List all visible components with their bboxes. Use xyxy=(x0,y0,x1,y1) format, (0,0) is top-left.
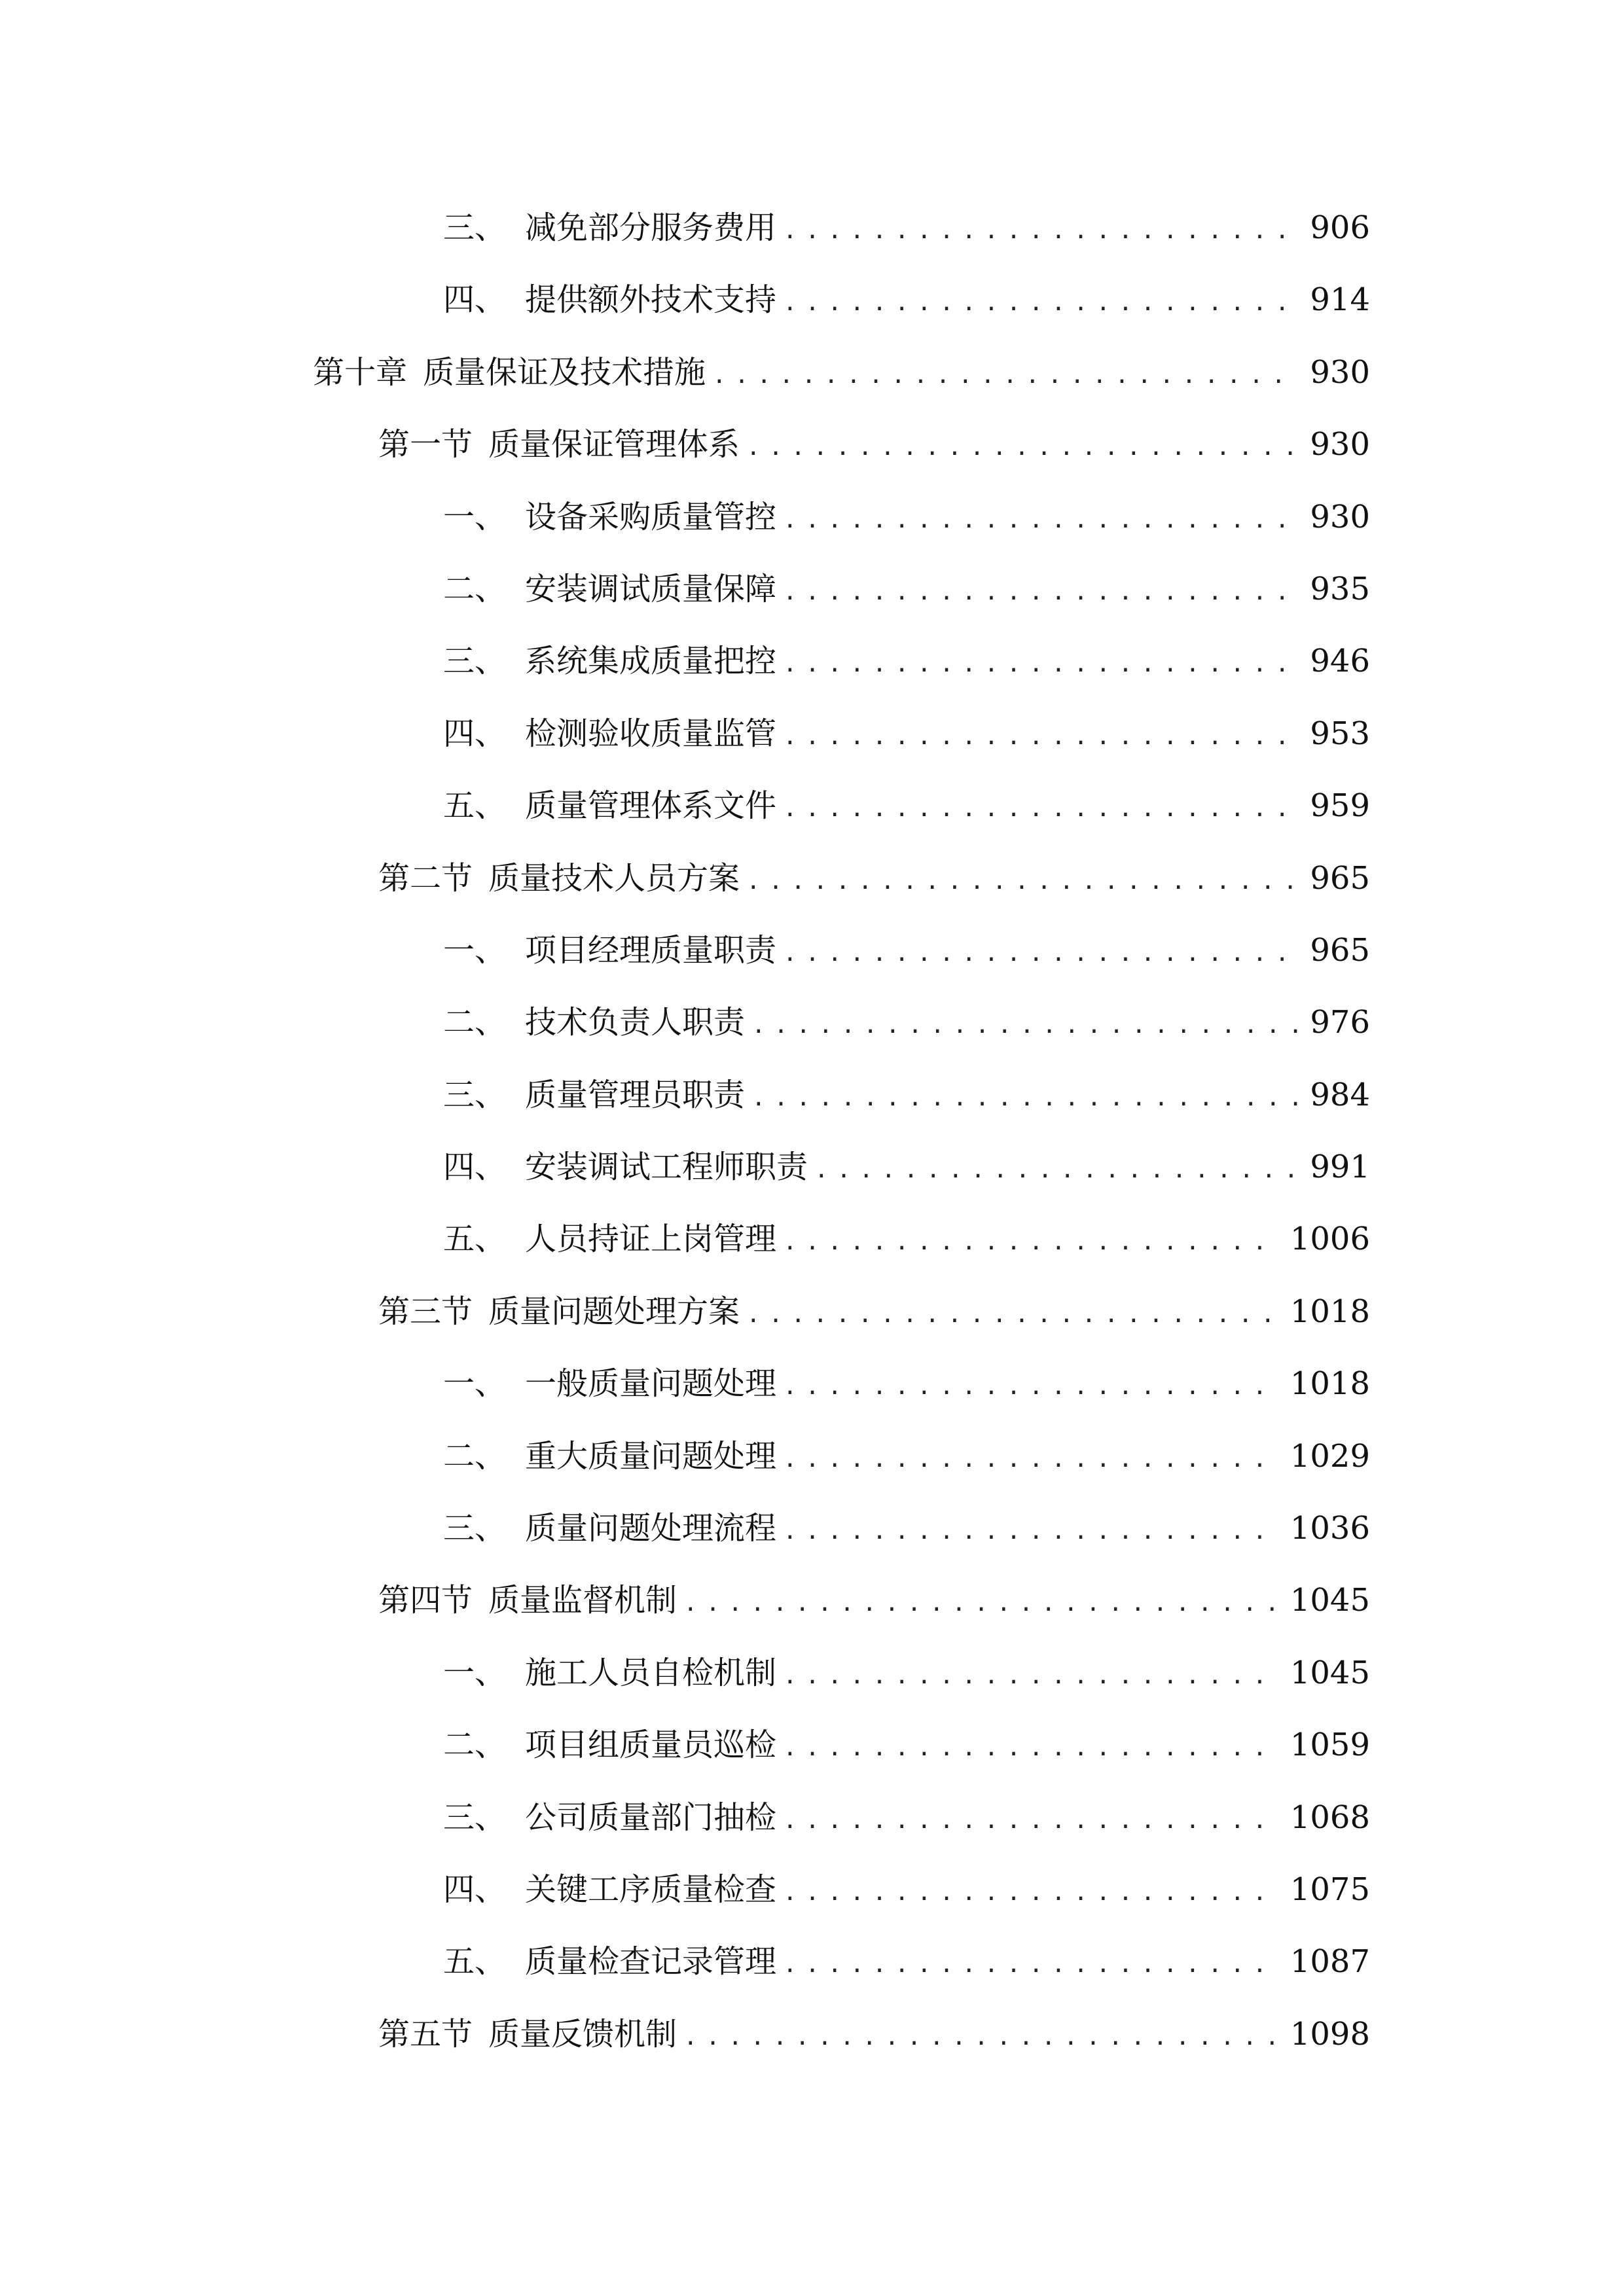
entry-title: 系统集成质量把控 xyxy=(525,643,777,680)
entry-page-number: 930 xyxy=(1310,498,1370,535)
toc-entry[interactable] xyxy=(0,1208,1624,1280)
entry-title: 提供额外技术支持 xyxy=(525,281,777,319)
entry-page-number: 984 xyxy=(1310,1076,1370,1113)
toc-entry[interactable] xyxy=(0,196,1624,268)
entry-number: 五、 xyxy=(443,1221,507,1258)
entry-page-number: 1045 xyxy=(1290,1582,1370,1619)
entry-number: 二、 xyxy=(443,1727,507,1764)
dot-leader xyxy=(751,994,1299,1057)
section-title: 质量问题处理方案 xyxy=(488,1293,740,1330)
dot-leader xyxy=(783,1861,1280,1924)
section-number: 第一节 xyxy=(378,426,473,463)
entry-number: 四、 xyxy=(443,1871,507,1908)
entry-page-number: 930 xyxy=(1310,353,1370,391)
section-title: 质量保证管理体系 xyxy=(488,426,740,463)
toc-section-entry[interactable] xyxy=(0,1569,1624,1641)
entry-page-number: 959 xyxy=(1310,787,1370,825)
dot-leader xyxy=(783,1789,1280,1852)
entry-number: 五、 xyxy=(443,787,507,825)
section-number: 第三节 xyxy=(378,1293,473,1330)
toc-section-entry[interactable] xyxy=(0,1280,1624,1352)
toc-entry[interactable] xyxy=(0,702,1624,774)
toc-entry[interactable] xyxy=(0,774,1624,846)
toc-entry[interactable] xyxy=(0,1930,1624,2002)
entry-page-number: 906 xyxy=(1310,209,1370,246)
section-title: 质量反馈机制 xyxy=(488,2015,677,2053)
entry-number: 四、 xyxy=(443,715,507,752)
dot-leader xyxy=(783,200,1299,262)
toc-entry[interactable] xyxy=(0,1425,1624,1497)
entry-page-number: 1018 xyxy=(1290,1365,1370,1403)
section-number: 第二节 xyxy=(378,859,473,897)
entry-page-number: 1075 xyxy=(1290,1871,1370,1908)
section-number: 第五节 xyxy=(378,2015,473,2053)
entry-title: 关键工序质量检查 xyxy=(525,1871,777,1908)
toc-section-entry[interactable] xyxy=(0,847,1624,919)
entry-page-number: 965 xyxy=(1310,859,1370,897)
entry-number: 二、 xyxy=(443,1437,507,1475)
entry-page-number: 965 xyxy=(1310,931,1370,969)
toc-chapter-entry[interactable] xyxy=(0,341,1624,413)
entry-title: 技术负责人职责 xyxy=(525,1004,746,1041)
toc-entry[interactable] xyxy=(0,558,1624,630)
entry-title: 减免部分服务费用 xyxy=(525,209,777,246)
entry-title: 项目经理质量职责 xyxy=(525,931,777,969)
toc-entry[interactable] xyxy=(0,486,1624,558)
dot-leader xyxy=(783,922,1299,985)
section-title: 质量技术人员方案 xyxy=(488,859,740,897)
entry-number: 五、 xyxy=(443,1943,507,1981)
entry-title: 施工人员自检机制 xyxy=(525,1654,777,1691)
toc-section-entry[interactable] xyxy=(0,413,1624,485)
toc-entry[interactable] xyxy=(0,919,1624,991)
toc-entry[interactable] xyxy=(0,1786,1624,1858)
entry-number: 三、 xyxy=(443,643,507,680)
entry-number: 一、 xyxy=(443,1365,507,1403)
entry-number: 四、 xyxy=(443,281,507,319)
entry-page-number: 1018 xyxy=(1290,1293,1370,1330)
entry-page-number: 930 xyxy=(1310,426,1370,463)
dot-leader xyxy=(751,1067,1299,1130)
entry-page-number: 935 xyxy=(1310,570,1370,607)
dot-leader xyxy=(746,416,1299,479)
entry-page-number: 976 xyxy=(1310,1004,1370,1041)
entry-number: 一、 xyxy=(443,498,507,535)
entry-number: 一、 xyxy=(443,1654,507,1691)
entry-number: 一、 xyxy=(443,931,507,969)
entry-title: 一般质量问题处理 xyxy=(525,1365,777,1403)
entry-title: 质量管理员职责 xyxy=(525,1076,746,1113)
entry-title: 安装调试工程师职责 xyxy=(525,1149,808,1186)
entry-number: 三、 xyxy=(443,1076,507,1113)
entry-page-number: 1087 xyxy=(1290,1943,1370,1981)
dot-leader xyxy=(783,489,1299,552)
section-title: 质量监督机制 xyxy=(488,1582,677,1619)
entry-title: 质量管理体系文件 xyxy=(525,787,777,825)
dot-leader xyxy=(783,1355,1280,1418)
entry-number: 四、 xyxy=(443,1149,507,1186)
dot-leader xyxy=(783,1645,1280,1708)
dot-leader xyxy=(814,1139,1299,1202)
entry-number: 二、 xyxy=(443,1004,507,1041)
toc-section-entry[interactable] xyxy=(0,2003,1624,2075)
entry-title: 检测验收质量监管 xyxy=(525,715,777,752)
dot-leader xyxy=(746,1283,1280,1346)
entry-page-number: 946 xyxy=(1310,643,1370,680)
entry-page-number: 953 xyxy=(1310,715,1370,752)
toc-entry[interactable] xyxy=(0,1064,1624,1136)
toc-entry[interactable] xyxy=(0,1352,1624,1424)
chapter-title: 质量保证及技术措施 xyxy=(423,353,706,391)
dot-leader xyxy=(712,344,1299,407)
toc-entry[interactable] xyxy=(0,630,1624,702)
entry-page-number: 1036 xyxy=(1290,1510,1370,1547)
toc-entry[interactable] xyxy=(0,1858,1624,1930)
entry-page-number: 991 xyxy=(1310,1149,1370,1186)
entry-page-number: 1098 xyxy=(1290,2015,1370,2053)
entry-title: 设备采购质量管控 xyxy=(525,498,777,535)
dot-leader xyxy=(783,1428,1280,1491)
toc-entry[interactable] xyxy=(0,1641,1624,1713)
toc-entry[interactable] xyxy=(0,991,1624,1063)
toc-entry[interactable] xyxy=(0,268,1624,340)
entry-title: 项目组质量员巡检 xyxy=(525,1727,777,1764)
dot-leader xyxy=(683,1572,1280,1635)
entry-page-number: 1068 xyxy=(1290,1799,1370,1836)
chapter-number: 第十章 xyxy=(313,353,408,391)
dot-leader xyxy=(783,272,1299,334)
dot-leader xyxy=(783,1717,1280,1780)
entry-page-number: 1029 xyxy=(1290,1437,1370,1475)
dot-leader xyxy=(783,1500,1280,1563)
dot-leader xyxy=(783,633,1299,696)
dot-leader xyxy=(746,850,1299,913)
dot-leader xyxy=(783,778,1299,840)
entry-title: 人员持证上岗管理 xyxy=(525,1221,777,1258)
entry-page-number: 1059 xyxy=(1290,1727,1370,1764)
dot-leader xyxy=(783,1211,1280,1274)
section-number: 第四节 xyxy=(378,1582,473,1619)
entry-number: 二、 xyxy=(443,570,507,607)
toc-entry[interactable] xyxy=(0,1713,1624,1785)
dot-leader xyxy=(783,561,1299,624)
entry-title: 公司质量部门抽检 xyxy=(525,1799,777,1836)
entry-page-number: 914 xyxy=(1310,281,1370,319)
toc-list xyxy=(0,196,1624,2075)
entry-title: 质量检查记录管理 xyxy=(525,1943,777,1981)
entry-number: 三、 xyxy=(443,1510,507,1547)
entry-title: 安装调试质量保障 xyxy=(525,570,777,607)
entry-number: 三、 xyxy=(443,209,507,246)
entry-page-number: 1006 xyxy=(1290,1221,1370,1258)
entry-title: 重大质量问题处理 xyxy=(525,1437,777,1475)
entry-page-number: 1045 xyxy=(1290,1654,1370,1691)
dot-leader xyxy=(783,1933,1280,1996)
toc-entry[interactable] xyxy=(0,1497,1624,1569)
dot-leader xyxy=(683,2006,1280,2069)
dot-leader xyxy=(783,706,1299,768)
entry-title: 质量问题处理流程 xyxy=(525,1510,777,1547)
toc-entry[interactable] xyxy=(0,1136,1624,1208)
entry-number: 三、 xyxy=(443,1799,507,1836)
